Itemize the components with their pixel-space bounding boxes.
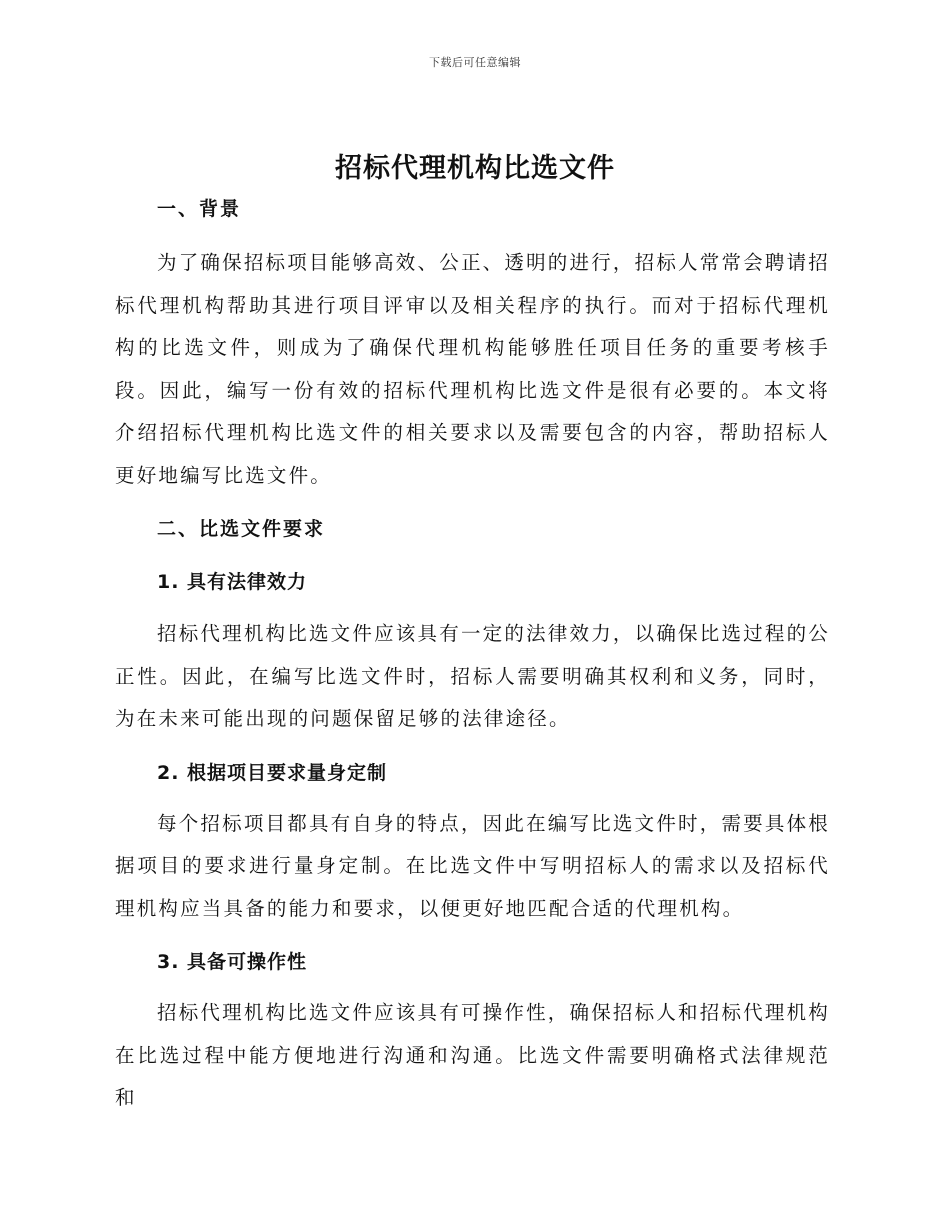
- background-paragraph: 为了确保招标项目能够高效、公正、透明的进行，招标人常常会聘请招标代理机构帮助其进行项目评审以及相关程序的执行。而对于招标代理机构的比选文件，则成为了确保代理机构能够胜任项目任务的重要考核手段。因此，编写一份有效的招标代理机构比选文件是很有必要的。本文将介绍招标代理机构比选文件的相关要求以及需要包含的内容，帮助招标人更好地编写比选文件。: [115, 251, 830, 487]
- document-title: 招标代理机构比选文件: [335, 153, 615, 184]
- subsection-heading-legal-effect: 1. 具有法律效力: [157, 571, 308, 593]
- section-heading-background: 一、背景: [157, 198, 242, 220]
- operability-paragraph: 招标代理机构比选文件应该具有可操作性，确保招标人和招标代理机构在比选过程中能方便地进行沟通和沟通。比选文件需要明确格式法律规范和: [115, 1001, 830, 1109]
- section-heading-requirements: 二、比选文件要求: [157, 518, 326, 540]
- subsection-heading-customized: 2. 根据项目要求量身定制: [157, 761, 388, 784]
- subsection-heading-operability: 3. 具备可操作性: [157, 951, 308, 973]
- running-header: 下载后可任意编辑: [429, 56, 521, 69]
- legal-effect-paragraph: 招标代理机构比选文件应该具有一定的法律效力，以确保比选过程的公正性。因此，在编写比选文件时，招标人需要明确其权利和义务，同时，为在未来可能出现的问题保留足够的法律途径。: [115, 622, 830, 730]
- document-body: [115, 188, 830, 1120]
- customized-paragraph: 每个招标项目都具有自身的特点，因此在编写比选文件时，需要具体根据项目的要求进行量身定制。在比选文件中写明招标人的需求以及招标代理机构应当具备的能力和要求，以便更好地匹配合适的代理机构。: [115, 811, 830, 920]
